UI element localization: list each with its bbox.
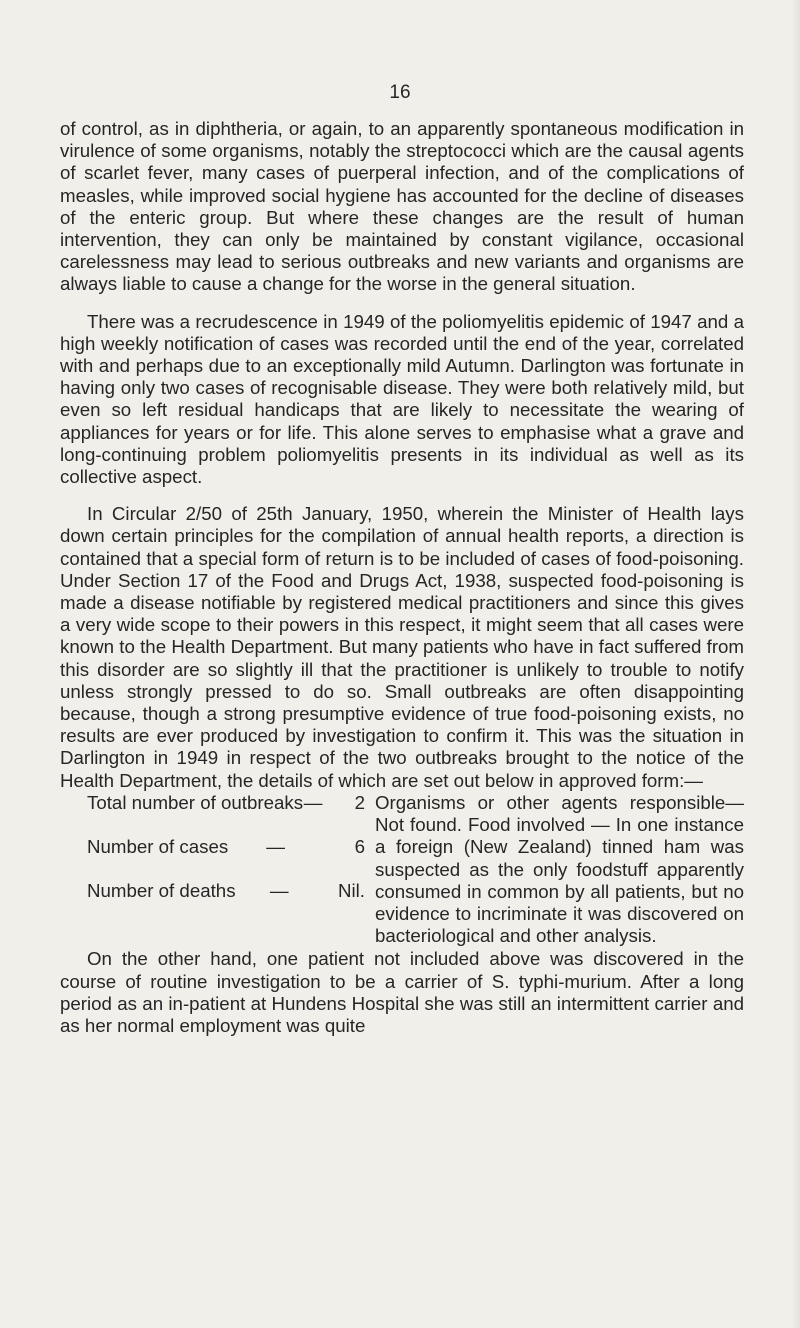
stat-value: 6: [354, 836, 365, 858]
stat-row-outbreaks: [87, 792, 365, 814]
page-number: 16: [389, 82, 411, 103]
stat-dash: —: [303, 791, 323, 813]
stat-label: Total number of outbreaks: [87, 791, 304, 813]
stat-value: Nil.: [337, 880, 365, 902]
stats-details: Organisms or other agents responsible—Not found. Food involved — In one instance a foreign (New Zealand) tinned ham was suspected as the only foodstuff apparently consumed in common by all patients, but no evidence to incriminate it was discovered on bacteriological and other analysis.: [375, 791, 744, 947]
paragraph-1: of control, as in diphtheria, or again, to an apparently spontaneous modification in virulence of some organisms, notably the streptococci which are the causal agents of scarlet fever, many cases of puerperal infection, and of the complications of measles, while improved social hygiene has accounted for the decline of diseases of the enteric group. But where these changes are the result of human intervention, they can only be maintained by constant vigilance, occasional carelessness may lead to serious outbreaks and new variants and organisms are always liable to cause a change for the worse in the general situation.: [60, 118, 744, 295]
stat-dash: —: [269, 880, 289, 902]
paragraph-4: On the other hand, one patient not included above was discovered in the course of routine investigation to be a carrier of S. typhi-murium. After a long period as an in-patient at Hundens Hospital she was still an intermittent carrier and as her normal employment was quite: [60, 948, 744, 1036]
stat-label: Number of deaths: [87, 880, 236, 902]
stat-row-cases: [87, 836, 365, 858]
scan-edge-shadow: [792, 0, 800, 1328]
body-text: [60, 118, 744, 1037]
paragraph-2: There was a recrudescence in 1949 of the poliomyelitis epidemic of 1947 and a high weekly notification of cases was recorded until the end of the year, correlated with and perhaps due to an exceptionally mild Autumn. Darlington was fortunate in having only two cases of recognisable disease. They were both relatively mild, but even so left residual handicaps that are likely to necessitate the wearing of appliances for years or for life. This alone serves to emphasise what a grave and long-continuing problem poliomyelitis presents in its individual as well as its collective aspect.: [60, 310, 744, 488]
stat-row-deaths: [87, 880, 365, 902]
stat-label: Number of cases: [87, 836, 229, 858]
stat-value: 2: [354, 791, 365, 813]
paragraph-3: In Circular 2/50 of 25th January, 1950, wherein the Minister of Health lays down certain principles for the compilation of annual health reports, a direction is contained that a special form of return is to be included of cases of food-poisoning. Under Section 17 of the Food and Drugs Act, 1938, suspected food-poisoning is made a disease notifiable by registered medical practitioners and since this gives a very wide scope to their powers in this respect, it might seem that all cases were known to the Health Department. But many patients who have in fact suffered from this disorder are so slightly ill that the practitioner is unlikely to trouble to notify unless strongly pressed to do so. Small outbreaks are often disappointing because, though a strong presumptive evidence of true food-poisoning exists, no results are ever produced by investigation to confirm it. This was the situation in Darlington in 1949 in respect of the two outbreaks brought to the notice of the Health Department, the details of which are set out below in approved form:—: [60, 503, 744, 791]
food-poisoning-return: [60, 792, 744, 947]
stat-dash: —: [266, 836, 285, 858]
stats-table: [60, 792, 365, 947]
